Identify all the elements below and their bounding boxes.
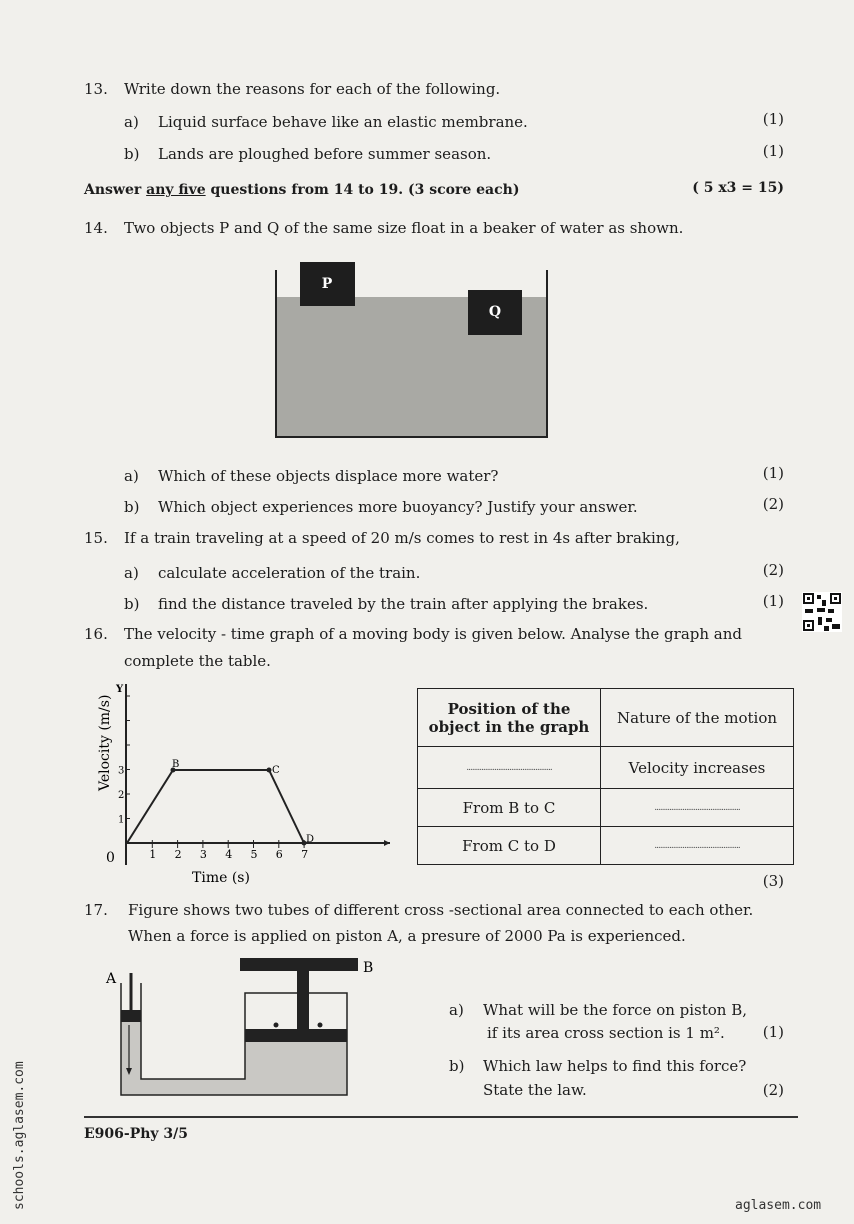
object-q-label: Q [488,304,502,320]
q17a-label: a) [449,1001,464,1019]
footer-divider [84,1116,798,1118]
graph-line [127,770,304,843]
q13b-text: Lands are ploughed before summer season. [158,145,492,163]
y-tick-label: 1 [118,814,125,826]
q14b-label: b) [124,498,140,516]
piston-a [121,1010,141,1022]
corner-watermark: aglasem.com [735,1198,822,1213]
q13-number: 13. [84,80,108,98]
q13-text: Write down the reasons for each of the following. [124,80,501,98]
origin-label: 0 [106,850,115,866]
q13a-text: Liquid surface behave like an elastic membrane. [158,113,528,131]
section-suffix: questions from 14 to 19. (3 score each) [205,182,520,198]
table-header-nature: Nature of the motion [601,689,794,747]
point-c [267,768,272,773]
q15-number: 15. [84,529,108,547]
q14-number: 14. [84,219,108,237]
table-row [418,747,794,789]
x-tick-label: 4 [225,848,233,861]
table-cell: From C to D [418,827,601,865]
q14a-text: Which of these objects displace more water? [158,467,499,485]
y-axis-label-Y: Y [116,684,124,695]
q14b-text: Which object experiences more buoyancy? Justify your answer. [158,498,638,516]
table-cell-blank: .............................................. [418,747,601,789]
q17b-marks: (2) [762,1081,784,1099]
q16-line1: The velocity - time graph of a moving body is given below. Analyse the graph and [124,625,743,643]
piston-a-label: A [106,971,117,987]
object-p-label: P [321,276,333,292]
q15-text: If a train traveling at a speed of 20 m/s comes to rest in 4s after braking, [124,529,680,547]
hydraulic-figure [100,955,380,1100]
q17a-marks: (1) [762,1023,784,1041]
y-tick-label: 2 [118,790,125,801]
q16-number: 16. [84,625,108,643]
table-row [418,827,794,865]
section-underlined: any five [146,182,206,198]
x-tick-label: 2 [174,848,182,861]
x-tick-label: 3 [199,848,207,861]
q17a-line1: What will be the force on piston B, [483,1001,748,1019]
q16-line2: complete the table. [124,652,271,670]
q15b-label: b) [124,595,140,613]
section-prefix: Answer [84,182,147,198]
y-tick-label: 3 [118,765,125,777]
x-tick-label: 5 [250,848,258,861]
q14-text: Two objects P and Q of the same size float in a beaker of water as shown. [124,219,684,237]
point-b-label: B [172,759,180,770]
x-tick-label: 7 [301,848,309,861]
section-instruction [84,182,519,198]
x-tick-label: 1 [149,848,157,861]
q15a-text: calculate acceleration of the train. [158,564,421,582]
q17b-line2: State the law. [483,1081,587,1099]
table-cell: Velocity increases [601,747,794,789]
q13a-label: a) [124,113,139,131]
q13b-label: b) [124,145,140,163]
beaker-figure [270,255,555,445]
point-c-label: C [272,765,280,776]
q15a-marks: (2) [762,561,784,579]
x-axis-title: Time (s) [192,870,250,886]
q15b-marks: (1) [762,592,784,610]
footer-code: E906-Phy 3/5 [84,1126,189,1142]
q14b-marks: (2) [762,495,784,513]
q17-number: 17. [84,901,108,919]
q17b-line1: Which law helps to find this force? [483,1057,747,1075]
q14a-label: a) [124,467,139,485]
piston-b-label: B [363,960,374,976]
q14a-marks: (1) [762,464,784,482]
x-tick-label: 6 [275,848,283,861]
table-cell-blank: .............................................. [601,827,794,865]
q13a-marks: (1) [762,110,784,128]
point-d-label: D [306,834,315,845]
table-cell-blank: .............................................. [601,789,794,827]
motion-table [417,688,794,865]
q17-line1: Figure shows two tubes of different cross -sectional area connected to each other. [128,901,754,919]
section-marks: ( 5 x3 = 15) [692,180,784,196]
qr-code-icon [802,592,842,632]
q15b-text: find the distance traveled by the train after applying the brakes. [158,595,649,613]
q16-marks: (3) [762,872,784,890]
y-axis-title: Velocity (m/s) [97,694,113,791]
q15a-label: a) [124,564,139,582]
side-watermark: schools.aglasem.com [12,1061,27,1210]
table-header-position: Position of the object in the graph [418,689,601,747]
q17a-line2: if its area cross section is 1 m². [487,1024,725,1042]
velocity-time-graph [80,670,410,890]
piston-b [245,1029,347,1042]
q17-line2: When a force is applied on piston A, a presure of 2000 Pa is experienced. [128,927,686,945]
q17b-label: b) [449,1057,465,1075]
q13b-marks: (1) [762,142,784,160]
table-row [418,789,794,827]
table-cell: From B to C [418,789,601,827]
